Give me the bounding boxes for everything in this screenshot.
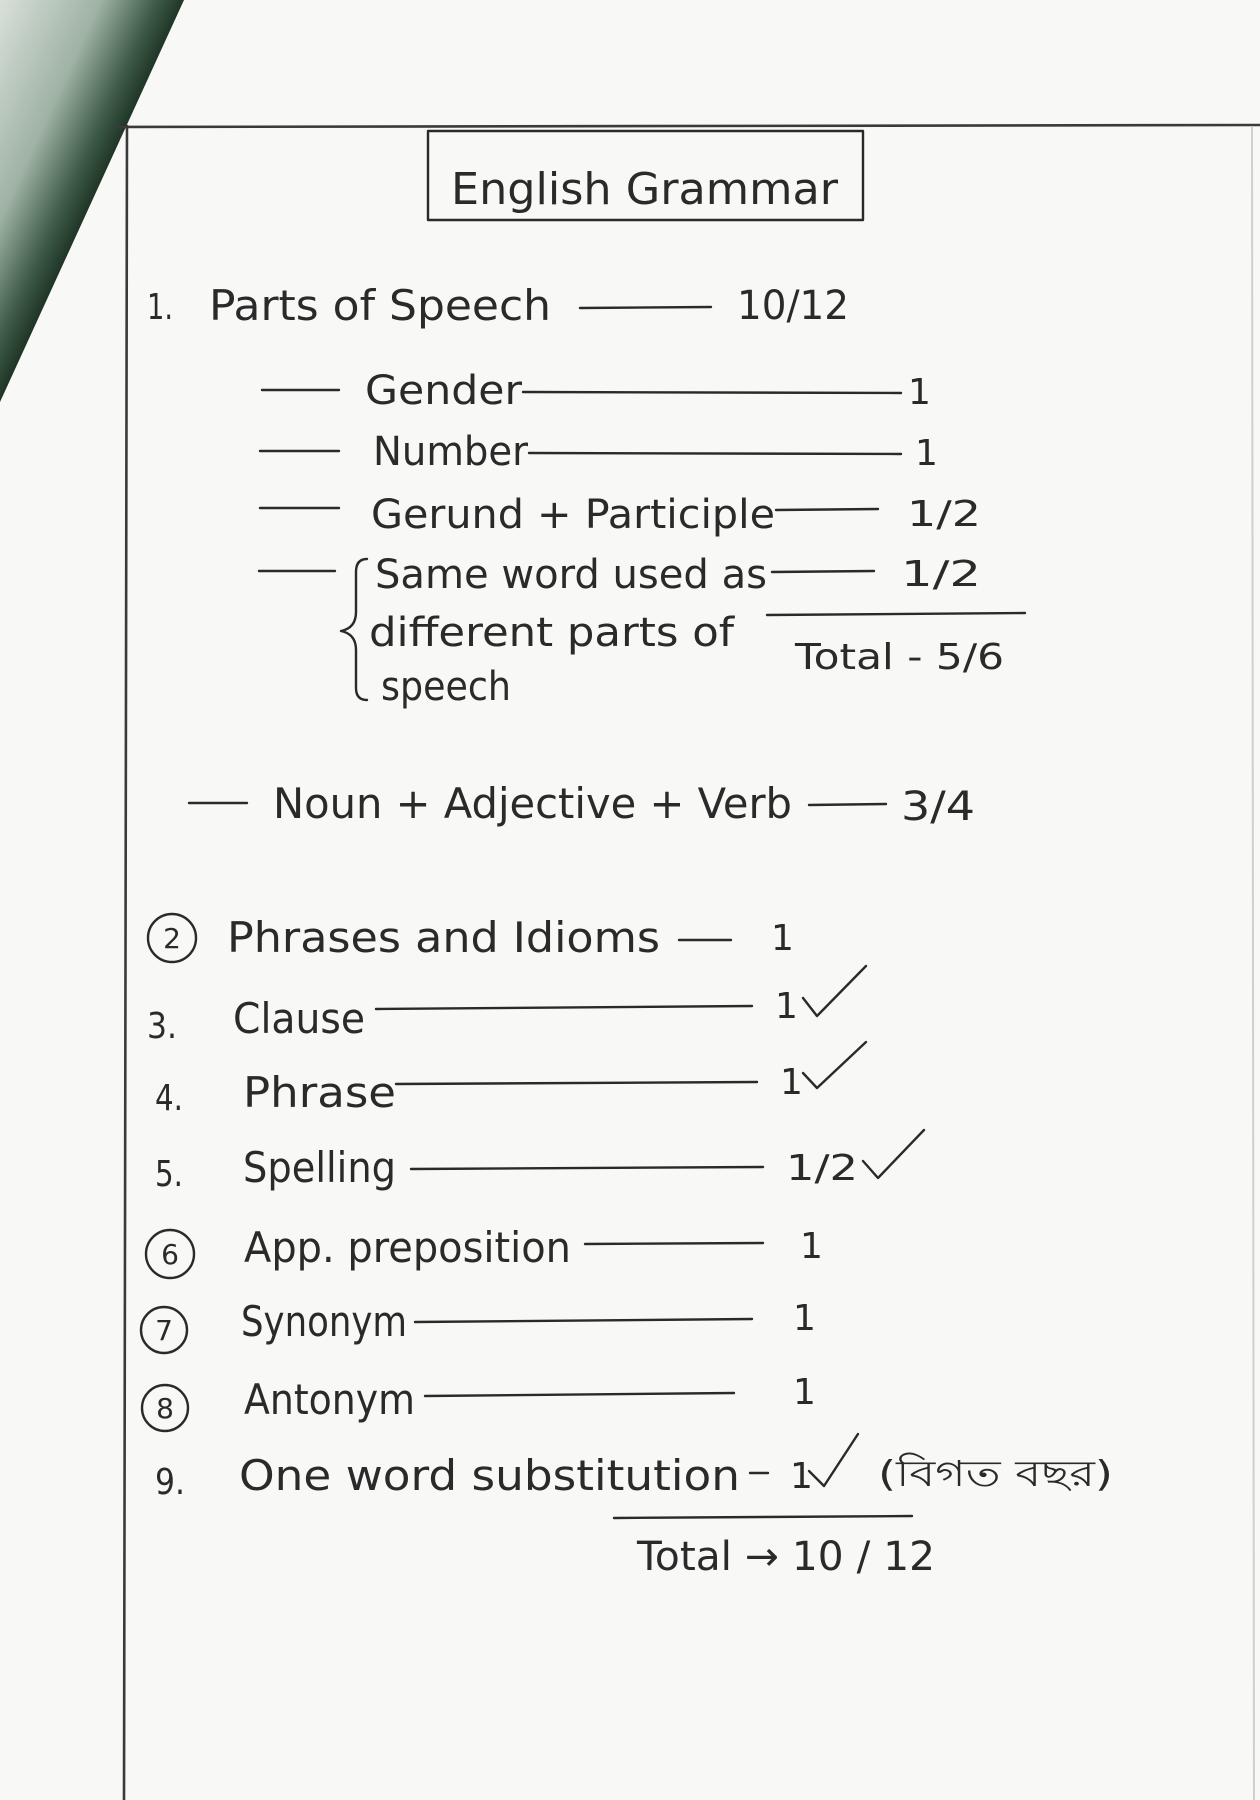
item-label: Clause [233,994,365,1043]
item-label: Parts of Speech [209,281,551,330]
subitem-marks: 1 [908,372,931,413]
subitem-marks: 1/2 [901,554,981,595]
subitem-label: Number [373,429,529,475]
item-marks: 1 [790,1456,813,1497]
item-label: Synonym [241,1297,407,1346]
item-marks: 10/12 [737,283,849,329]
item-number: 9. [155,1462,185,1503]
subitem-label: Gender [365,368,523,414]
item-label: Phrase [243,1068,396,1117]
subitem-label-line-2: different parts of [369,610,735,656]
item-marks: 1 [793,1372,816,1413]
page-title: English Grammar [451,164,839,215]
item-marks: 1 [793,1298,816,1339]
item-label: Spelling [243,1143,396,1192]
item-number: 1. [147,287,173,328]
subitem-marks: 3/4 [901,784,975,830]
subitem-label: Noun + Adjective + Verb [273,779,792,828]
item-number: 4. [155,1078,183,1119]
item-marks: 1 [800,1226,823,1267]
item-number: 3. [147,1006,177,1047]
item-label: App. preposition [244,1223,571,1272]
item-number: 5. [155,1154,183,1195]
subitem-marks: 1/2 [907,494,981,535]
leader-line [585,1243,763,1244]
item-number: 8 [156,1392,174,1425]
item-number: 2 [163,922,181,955]
leader-line [529,453,901,454]
subitem-label-line-3: speech [381,664,511,710]
leader-line [776,509,878,510]
item-number: 7 [155,1314,173,1347]
item-marks: 1/2 [786,1148,858,1189]
item-number: 6 [161,1238,179,1271]
leader-line [580,307,711,308]
subitem-label: Gerund + Participle [371,492,775,538]
item-marks: 1 [771,918,794,959]
grand-total-text: Total → 10 / 12 [635,1534,935,1580]
item-label: Phrases and Idioms [227,913,660,962]
item-label: One word substitution [239,1451,740,1500]
leader-line [772,571,874,572]
item-row-parts-of-speech [147,281,849,330]
item-note: (বিগত বছর) [878,1454,1061,1495]
item-label: Antonym [244,1375,415,1424]
subitem-marks: 1 [915,433,938,474]
leader-line [523,392,901,393]
subtotal-text: Total - 5/6 [793,637,1004,678]
leader-line [809,804,886,805]
item-marks: 1 [775,986,798,1027]
subitem-label-line-1: Same word used as [375,552,767,598]
item-marks: 1 [780,1062,803,1103]
